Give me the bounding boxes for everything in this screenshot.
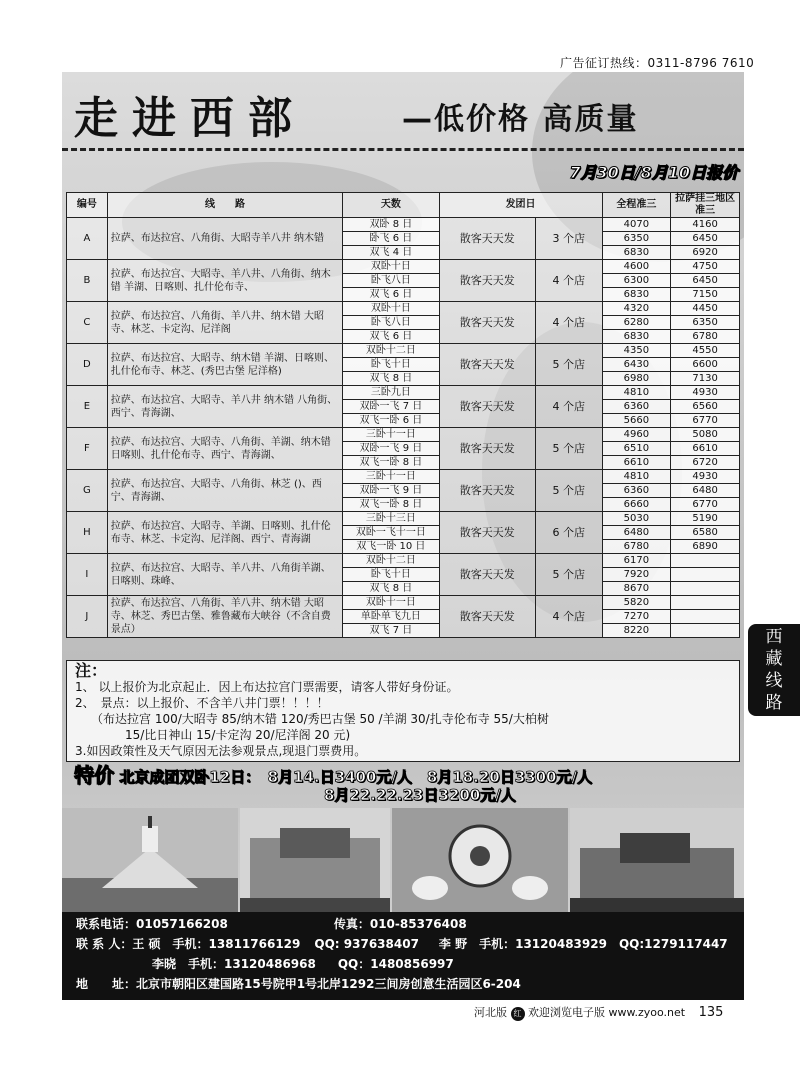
route-days: 卧飞十日 [343, 568, 439, 582]
route-hotel: 5 个店 [535, 428, 602, 470]
price-lhasa: 6610 [671, 442, 740, 456]
price-lhasa: 6450 [671, 232, 740, 246]
price-lhasa: 6770 [671, 498, 740, 512]
contact-qq-2: QQ:1279117447 [618, 937, 728, 951]
route-days: 双飞 4 日 [343, 246, 439, 260]
price-standard: 6480 [602, 526, 671, 540]
price-standard: 6780 [602, 540, 671, 554]
price-standard: 8670 [602, 582, 671, 596]
route-departure: 散客天天发 [439, 302, 535, 344]
route-code: E [67, 386, 108, 428]
price-standard: 6170 [602, 554, 671, 568]
route-days: 双卧一飞 7 日 [343, 400, 439, 414]
price-standard: 6280 [602, 316, 671, 330]
page-number: 135 [698, 1005, 724, 1020]
price-standard: 6610 [602, 456, 671, 470]
route-description: 拉萨、布达拉宫、大昭寺、羊八井 纳木错 八角街、西宁、青海湖、 [107, 386, 342, 428]
route-departure: 散客天天发 [439, 428, 535, 470]
price-lhasa: 4750 [671, 260, 740, 274]
contact-box [62, 912, 744, 1000]
price-lhasa: 6890 [671, 540, 740, 554]
price-lhasa: 6480 [671, 484, 740, 498]
price-lhasa: 6600 [671, 358, 740, 372]
contact-address: 地 址：北京市朝阳区建国路15号院甲1号北岸1292三间房创意生活园区6-204 [76, 977, 521, 991]
price-standard: 5660 [602, 414, 671, 428]
route-hotel: 5 个店 [535, 470, 602, 512]
route-days: 双飞 7 日 [343, 624, 439, 638]
price-standard: 6660 [602, 498, 671, 512]
contact-fax: 传真：010-85376408 [333, 917, 467, 931]
route-days: 三卧十三日 [343, 512, 439, 526]
table-row [67, 512, 740, 526]
price-lhasa [671, 596, 740, 610]
table-row [67, 218, 740, 232]
price-table [66, 192, 740, 638]
route-description: 拉萨、布达拉宫、大昭寺、八角街、羊湖、纳木错 日喀则、扎什伦布寺、西宁、青海湖、 [107, 428, 342, 470]
price-lhasa: 6770 [671, 414, 740, 428]
route-days: 双卧十二日 [343, 344, 439, 358]
side-tab-char: 线 [765, 671, 783, 691]
price-standard: 6510 [602, 442, 671, 456]
route-days: 双飞 8 日 [343, 582, 439, 596]
note-item: 1、 以上报价为北京起止．因上布达拉宫门票需要，请客人带好身份证。 [75, 680, 459, 694]
price-standard: 4810 [602, 470, 671, 484]
divider [62, 148, 744, 151]
table-row [67, 428, 740, 442]
price-lhasa [671, 554, 740, 568]
price-lhasa: 6920 [671, 246, 740, 260]
table-row [67, 344, 740, 358]
header-code: 编号 [67, 193, 108, 218]
route-description: 拉萨、布达拉宫、八角街、羊八井、纳木错 大昭寺、林芝、秀巴古堡、雅鲁藏布大峡谷（不含自费景点） [107, 596, 342, 638]
notes-box [66, 660, 740, 762]
route-description: 拉萨、布达拉宫、大昭寺、八角街、林芝 ()、西宁、青海湖、 [107, 470, 342, 512]
header-route: 线 路 [107, 193, 342, 218]
potala-photo [240, 808, 390, 912]
footer-url[interactable]: www.zyoo.net [608, 1006, 686, 1019]
notes-title: 注： [75, 661, 108, 680]
price-lhasa [671, 610, 740, 624]
route-code: F [67, 428, 108, 470]
contact-qq-1: QQ: 937638407 [314, 937, 419, 951]
route-description: 拉萨、布达拉宫、大昭寺、纳木错 羊湖、日喀则、扎什伦布寺、林芝、(秀巴古堡 尼洋格) [107, 344, 342, 386]
page-title: 走进西部 [74, 93, 306, 144]
photo-strip [62, 808, 744, 912]
route-code: D [67, 344, 108, 386]
footer-welcome: 欢迎浏览电子版 [528, 1006, 605, 1019]
price-standard: 6980 [602, 372, 671, 386]
price-lhasa: 7150 [671, 288, 740, 302]
price-standard: 5030 [602, 512, 671, 526]
route-days: 卧飞十日 [343, 358, 439, 372]
contact-phone: 联系电话：01057166208 [76, 917, 228, 931]
dharma-wheel-photo [392, 808, 568, 912]
route-days: 双卧一飞十一日 [343, 526, 439, 540]
route-days: 双卧十一日 [343, 596, 439, 610]
page-footer [474, 1004, 723, 1021]
route-code: A [67, 218, 108, 260]
price-standard: 6430 [602, 358, 671, 372]
route-departure: 散客天天发 [439, 260, 535, 302]
route-days: 三卧十一日 [343, 470, 439, 484]
route-days: 双卧十二日 [343, 554, 439, 568]
price-standard: 4960 [602, 428, 671, 442]
route-departure: 散客天天发 [439, 470, 535, 512]
route-hotel: 4 个店 [535, 302, 602, 344]
header-price-standard: 全程准三 [602, 193, 671, 218]
route-code: H [67, 512, 108, 554]
price-lhasa [671, 624, 740, 638]
route-description: 拉萨、布达拉宫、八角街、大昭寺羊八井 纳木错 [107, 218, 342, 260]
price-lhasa: 4930 [671, 470, 740, 484]
special-line1: 北京成团双卧12日： 8月14.日3400元/人 8月18.20日3300元/人 [119, 768, 592, 786]
route-days: 双飞 6 日 [343, 288, 439, 302]
side-tab-char: 路 [765, 693, 783, 713]
route-description: 拉萨、布达拉宫、八角街、羊八井、纳木错 大昭寺、林芝、卡定沟、尼洋阁 [107, 302, 342, 344]
route-hotel: 3 个店 [535, 218, 602, 260]
price-lhasa [671, 582, 740, 596]
price-standard: 6830 [602, 330, 671, 344]
table-row [67, 470, 740, 484]
route-days: 卧飞八日 [343, 274, 439, 288]
footer-badge: 红 [511, 1007, 525, 1021]
route-hotel: 6 个店 [535, 512, 602, 554]
contact-person-2: 李 野 手机：13120483929 [438, 937, 607, 951]
price-standard: 7920 [602, 568, 671, 582]
price-standard: 4810 [602, 386, 671, 400]
side-tab-char: 藏 [765, 649, 783, 669]
special-label: 特价 [74, 763, 114, 787]
route-code: C [67, 302, 108, 344]
route-days: 单卧单飞九日 [343, 610, 439, 624]
route-departure: 散客天天发 [439, 218, 535, 260]
route-days: 三卧九日 [343, 386, 439, 400]
note-item: （布达拉宫 100/大昭寺 85/纳木错 120/秀巴古堡 50 /羊湖 30/扎寺伦布寺 55/大柏树 [91, 712, 549, 726]
side-tab-char: 西 [765, 627, 783, 647]
price-date-label: 7月30日/8月10日报价 [569, 163, 738, 182]
route-code: B [67, 260, 108, 302]
route-departure: 散客天天发 [439, 386, 535, 428]
route-days: 双卧 8 日 [343, 218, 439, 232]
route-days: 双飞一卧 10 日 [343, 540, 439, 554]
price-standard: 4320 [602, 302, 671, 316]
header-departure: 发团日 [439, 193, 602, 218]
palace-photo [570, 808, 744, 912]
price-standard: 5820 [602, 596, 671, 610]
price-standard: 6830 [602, 246, 671, 260]
price-lhasa [671, 568, 740, 582]
contact-qq-3: QQ：1480856997 [337, 957, 454, 971]
route-code: G [67, 470, 108, 512]
route-days: 双飞一卧 8 日 [343, 498, 439, 512]
route-days: 双卧一飞 9 日 [343, 442, 439, 456]
route-code: I [67, 554, 108, 596]
price-table-body [67, 218, 740, 638]
header-price-lhasa: 拉萨挂三地区准三 [671, 193, 740, 218]
table-row [67, 302, 740, 316]
table-row [67, 260, 740, 274]
route-days: 双卧十日 [343, 302, 439, 316]
route-days: 双飞 6 日 [343, 330, 439, 344]
route-departure: 散客天天发 [439, 344, 535, 386]
route-days: 双飞一卧 6 日 [343, 414, 439, 428]
price-standard: 4600 [602, 260, 671, 274]
route-days: 双卧一飞 9 日 [343, 484, 439, 498]
price-standard: 6350 [602, 232, 671, 246]
price-standard: 4350 [602, 344, 671, 358]
price-standard: 6360 [602, 484, 671, 498]
price-lhasa: 6780 [671, 330, 740, 344]
side-tab-tibet-routes [748, 624, 800, 716]
route-days: 双飞 8 日 [343, 372, 439, 386]
footer-edition: 河北版 [474, 1006, 507, 1019]
price-lhasa: 6450 [671, 274, 740, 288]
price-lhasa: 4450 [671, 302, 740, 316]
route-hotel: 5 个店 [535, 554, 602, 596]
page-subtitle: —低价格 高质量 [402, 102, 639, 137]
note-item: 2、 景点：以上报价、不含羊八井门票！！！！ [75, 696, 329, 710]
ad-panel [62, 72, 744, 912]
price-lhasa: 6720 [671, 456, 740, 470]
route-days: 三卧十一日 [343, 428, 439, 442]
route-departure: 散客天天发 [439, 596, 535, 638]
route-description: 拉萨、布达拉宫、大昭寺、羊八井、八角街羊湖、日喀则、珠峰、 [107, 554, 342, 596]
price-lhasa: 4550 [671, 344, 740, 358]
route-hotel: 5 个店 [535, 344, 602, 386]
route-days: 卧飞 6 日 [343, 232, 439, 246]
note-item: 3.如因政策性及天气原因无法参观景点,现退门票费用。 [75, 744, 367, 758]
price-lhasa: 6560 [671, 400, 740, 414]
price-standard: 7270 [602, 610, 671, 624]
stupa-photo [62, 808, 238, 912]
route-hotel: 4 个店 [535, 260, 602, 302]
route-departure: 散客天天发 [439, 554, 535, 596]
price-lhasa: 5080 [671, 428, 740, 442]
route-hotel: 4 个店 [535, 596, 602, 638]
route-departure: 散客天天发 [439, 512, 535, 554]
price-standard: 8220 [602, 624, 671, 638]
price-lhasa: 6580 [671, 526, 740, 540]
special-offer [74, 763, 734, 804]
price-standard: 6830 [602, 288, 671, 302]
table-row [67, 596, 740, 610]
table-row [67, 386, 740, 400]
price-lhasa: 4930 [671, 386, 740, 400]
table-row [67, 554, 740, 568]
route-description: 拉萨、布达拉宫、大昭寺、羊八井、八角街、纳木错 羊湖、日喀则、扎什伦布寺、 [107, 260, 342, 302]
route-days: 双飞一卧 8 日 [343, 456, 439, 470]
price-lhasa: 5190 [671, 512, 740, 526]
route-hotel: 4 个店 [535, 386, 602, 428]
route-code: J [67, 596, 108, 638]
special-line2: 8月22.22.23日3200元/人 [324, 786, 516, 804]
header-days: 天数 [343, 193, 439, 218]
price-standard: 6360 [602, 400, 671, 414]
price-standard: 4070 [602, 218, 671, 232]
route-description: 拉萨、布达拉宫、大昭寺、羊湖、日喀则、扎什伦布寺、林芝、卡定沟、尼洋阁、西宁、青海湖 [107, 512, 342, 554]
ad-hotline: 广告征订热线：0311-8796 7610 [560, 56, 755, 70]
price-lhasa: 4160 [671, 218, 740, 232]
route-days: 卧飞八日 [343, 316, 439, 330]
price-standard: 6300 [602, 274, 671, 288]
contact-person-1: 联 系 人：王 硕 手机：13811766129 [76, 937, 301, 951]
contact-person-3: 李晓 手机：13120486968 [152, 957, 316, 971]
price-lhasa: 6350 [671, 316, 740, 330]
route-days: 双卧十日 [343, 260, 439, 274]
price-lhasa: 7130 [671, 372, 740, 386]
note-item: 15/比日神山 15/卡定沟 20/尼洋阁 20 元) [125, 728, 351, 742]
